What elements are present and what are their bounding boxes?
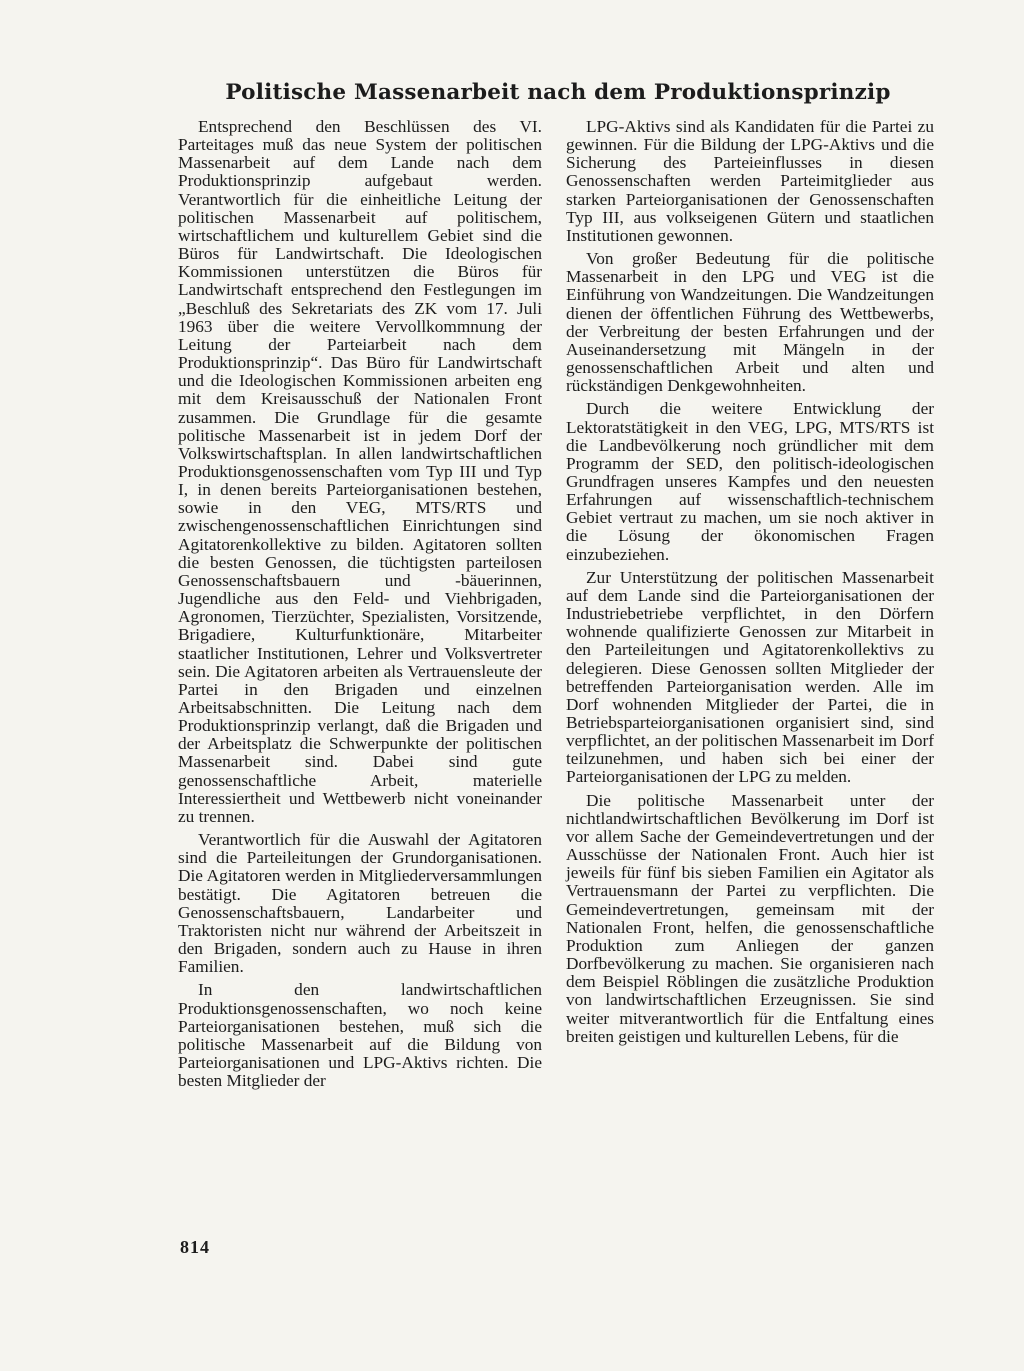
paragraph: Die politische Massenarbeit unter der nichtlandwirtschaftlichen Bevölkerung im Dorf ist vor allem Sache der Gemeindevertretungen und der Ausschüsse der Nationalen Front. Auch hier ist jeweils für fünf bis sieben Familien ein Agitator als Vertrauensmann der Partei zu verpflichten. Die Gemeindevertretungen, gemeinsam mit der Nationalen Front, helfen, die genossenschaftliche Produktion zum Anliegen der ganzen Dorfbevölkerung zu machen. Sie organisieren nach dem Beispiel Röblingen die zusätzliche Produktion von landwirtschaftlichen Erzeugnissen. Sie sind weiter mitverantwortlich für die Entfaltung eines breiten geistigen und kulturellen Lebens, für die <box>566 790 934 1046</box>
page-title: Politische Massenarbeit nach dem Produktionsprinzip <box>225 80 891 105</box>
paragraph: Zur Unterstützung der politischen Massenarbeit auf dem Lande sind die Parteiorganisationen der Industriebetriebe verpflichtet, in den Dörfern wohnende qualifizierte Genossen zur Mitarbeit in den Parteileitungen und Agitatorenkollektivs zu delegieren. Diese Genossen sollten Mitglieder der betreffenden Parteiorganisation werden. Alle im Dorf wohnenden Mitglieder der Partei, die in Betriebsparteiorganisationen organisiert sind, sind verpflichtet, an der politischen Massenarbeit im Dorf teilzunehmen, und haben sich bei einer der Parteiorganisationen der LPG zu melden. <box>566 567 934 787</box>
paragraph: Durch die weitere Entwicklung der Lektoratstätigkeit in den VEG, LPG, MTS/RTS ist die Landbevölkerung noch gründlicher mit dem Programm der SED, den politisch-ideologischen Grundfragen unseres Kampfes und den neuesten Erfahrungen auf wissenschaftlich-technischem Gebiet vertraut zu machen, um sie noch aktiver in die Lösung der ökonomischen Fragen einzubeziehen. <box>566 399 934 564</box>
paragraph: Von großer Bedeutung für die politische Massenarbeit in den LPG und VEG ist die Einführung von Wandzeitungen. Die Wandzeitungen dienen der öffentlichen Führung des Wettbewerbs, der Verbreitung der besten Erfahrungen und der Auseinandersetzung mit Mängeln in der genossenschaftlichen Arbeit und alten und rückständigen Denkgewohnheiten. <box>566 249 934 396</box>
paragraph: In den landwirtschaftlichen Produktionsgenossenschaften, wo noch keine Parteiorganisationen bestehen, muß sich die politische Massenarbeit auf die Bildung von Parteiorganisationen und LPG-Aktivs richten. Die besten Mitglieder der <box>178 980 542 1091</box>
paragraph: Verantwortlich für die Auswahl der Agitatoren sind die Parteileitungen der Grundorganisationen. Die Agitatoren werden in Mitgliederversammlungen bestätigt. Die Agitatoren betreuen die Genossenschaftsbauern, Landarbeiter und Traktoristen nicht nur während der Arbeitszeit in den Brigaden, sondern auch zu Hause in ihren Familien. <box>178 830 542 977</box>
paragraph: LPG-Aktivs sind als Kandidaten für die Partei zu gewinnen. Für die Bildung der LPG-Aktivs und die Sicherung des Parteieinflusses in diesen Genossenschaften werden Parteimitglieder aus starken Parteiorganisationen der Genossenschaften Typ III, aus volkseigenen Gütern und staatlichen Institutionen gewonnen. <box>566 117 934 245</box>
page-number: 814 <box>180 1237 210 1257</box>
right-column <box>566 118 934 1051</box>
paragraph: Entsprechend den Beschlüssen des VI. Parteitages muß das neue System der politischen Massenarbeit auf dem Lande nach dem Produktionsprinzip aufgebaut werden. Verantwortlich für die einheitliche Leitung der politischen Massenarbeit auf politischem, wirtschaftlichem und kulturellem Gebiet sind die Büros für Landwirtschaft. Die Ideologischen Kommissionen unterstützen die Büros für Landwirtschaft entsprechend den Festlegungen im „Beschluß des Sekretariats des ZK vom 17. Juli 1963 über die weitere Vervollkommnung der Leitung der Parteiarbeit nach dem Produktionsprinzip“. Das Büro für Landwirtschaft und die Ideologischen Kommissionen arbeiten eng mit dem Kreisausschuß der Nationalen Front zusammen. Die Grundlage für die gesamte politische Massenarbeit ist in jedem Dorf der Volkswirtschaftsplan. In allen landwirtschaftlichen Produktionsgenossenschaften vom Typ III und Typ I, in denen bereits Parteiorganisationen bestehen, sowie in den VEG, MTS/RTS und zwischengenossenschaftlichen Einrichtungen sind Agitatorenkollektive zu bilden. Agitatoren sollten die besten Genossen, die tüchtigsten parteilosen Genossenschaftsbauern und -bäuerinnen, Jugendliche aus den Feld- und Viehbrigaden, Agronomen, Tierzüchter, Spezialisten, Vorsitzende, Brigadiere, Kulturfunktionäre, Mitarbeiter staatlicher Institutionen, Lehrer und Volksvertreter sein. Die Agitatoren arbeiten als Vertrauensleute der Partei in den Brigaden und einzelnen Arbeitsabschnitten. Die Leitung nach dem Produktionsprinzip verlangt, daß die Brigaden und der Arbeitsplatz die Schwerpunkte der politischen Massenarbeit sind. Dabei sind gute genossenschaftliche Arbeit, materielle Interessiertheit und Wettbewerb nicht voneinander zu trennen. <box>178 117 542 826</box>
left-column <box>178 118 542 1095</box>
